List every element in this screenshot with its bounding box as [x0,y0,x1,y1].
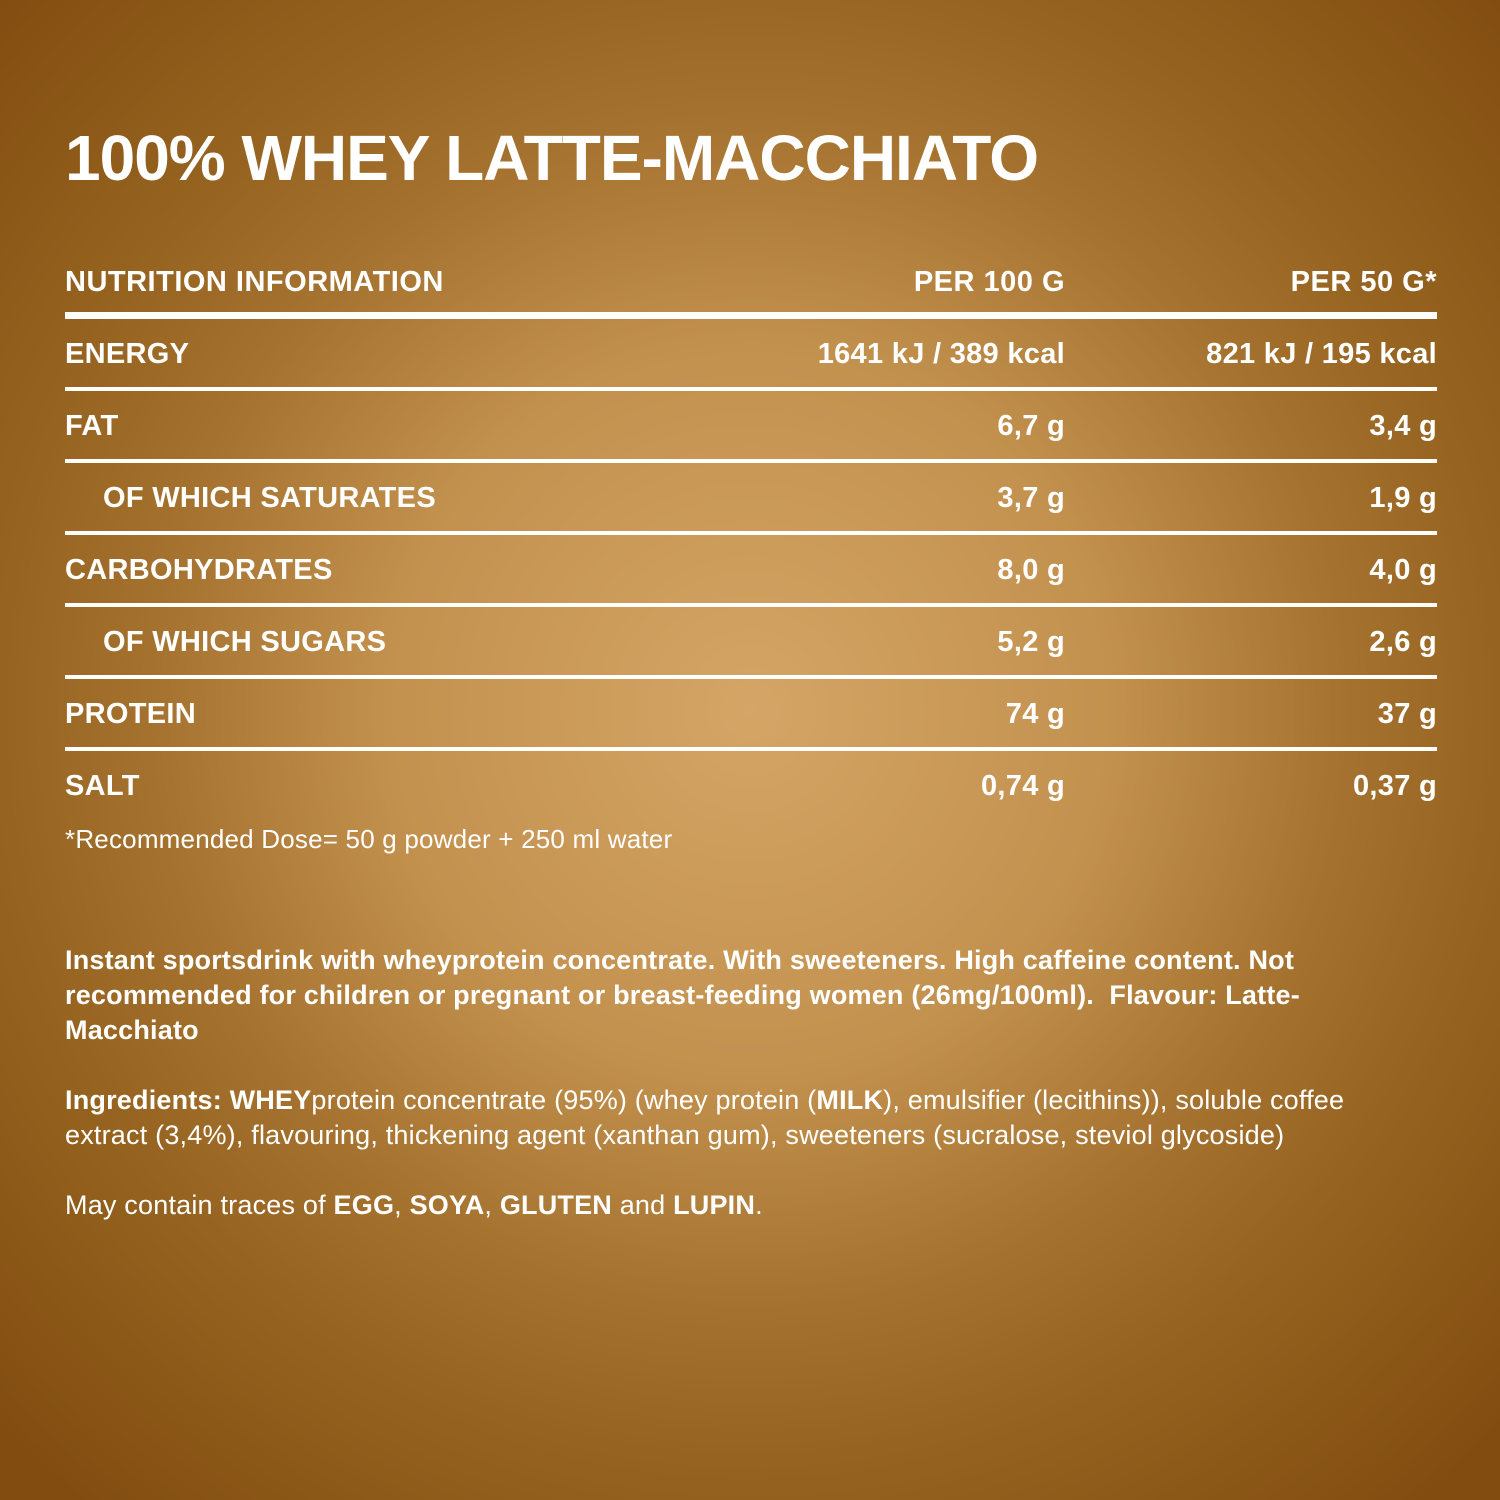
nutrient-label: PROTEIN [65,698,196,730]
per-100g-value: 0,74 g [980,770,1065,802]
table-row-saturates [65,463,1437,535]
nutrient-label: ENERGY [65,338,190,370]
nutrient-label: FAT [65,410,119,442]
per-100g-value: 5,2 g [997,626,1065,658]
table-header-per-50g: PER 50 G* [1290,266,1437,298]
label-paragraphs [65,916,1410,1250]
table-header-nutrition-information: NUTRITION INFORMATION [65,266,444,298]
table-row-salt [65,751,1437,819]
per-50g-value: 37 g [1377,698,1437,730]
per-50g-value: 1,9 g [1369,482,1437,514]
table-row-energy [65,319,1437,391]
per-100g-value: 1641 kJ / 389 kcal [817,338,1065,370]
table-row-protein [65,679,1437,751]
nutrient-label: SALT [65,770,140,802]
per-100g-value: 74 g [1005,698,1065,730]
table-header-per-100g: PER 100 G [913,266,1065,298]
per-100g-value: 8,0 g [997,554,1065,586]
table-row-sugars [65,607,1437,679]
recommended-dose-footnote: *Recommended Dose= 50 g powder + 250 ml water [65,824,673,854]
per-50g-value: 0,37 g [1352,770,1437,802]
nutrient-label: OF WHICH SUGARS [103,626,387,658]
nutrient-label: OF WHICH SATURATES [103,482,436,514]
per-100g-value: 6,7 g [997,410,1065,442]
product-description-paragraph: Instant sportsdrink with wheyprotein concentrate. With sweeteners. High caffeine content. Not recommended for children or pregnant or breast-feeding women (26mg/100ml). Flavour: Latte-Macchiato [65,945,1300,1045]
nutrition-table [65,266,1437,819]
ingredients-paragraph: Ingredients: WHEYprotein concentrate (95%) (whey protein (MILK), emulsifier (lecithins)), soluble coffee extract (3,4%), flavouring, thickening agent (xanthan gum), sweeteners (sucralose, steviol glycoside) [65,1085,1345,1150]
table-row-carbohydrates [65,535,1437,607]
per-100g-value: 3,7 g [997,482,1065,514]
table-row-fat [65,391,1437,463]
nutrient-label: CARBOHYDRATES [65,554,333,586]
product-title: 100% WHEY LATTE-MACCHIATO [65,121,1038,194]
per-50g-value: 3,4 g [1369,410,1437,442]
per-50g-value: 821 kJ / 195 kcal [1206,338,1437,370]
per-50g-value: 2,6 g [1369,626,1437,658]
per-50g-value: 4,0 g [1369,554,1437,586]
allergen-traces-paragraph: May contain traces of EGG, SOYA, GLUTEN and LUPIN. [65,1190,763,1220]
table-header-row [65,266,1437,319]
